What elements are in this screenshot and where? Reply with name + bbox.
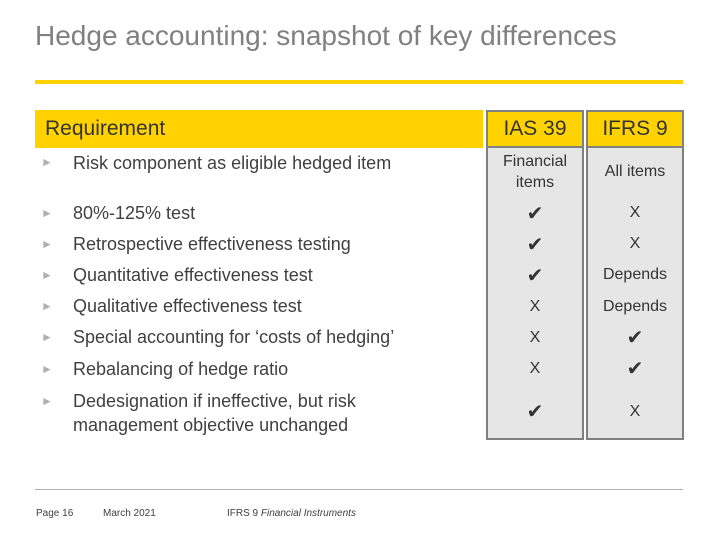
footer-document-title: [227, 508, 356, 519]
footer-doc-italic: Financial Instruments: [260, 508, 356, 519]
bullet-arrow-icon: ►: [41, 268, 53, 282]
requirement-label: 80%-125% test: [73, 203, 196, 223]
table-row: [35, 294, 684, 320]
ias39-value: X: [529, 329, 541, 346]
table-row: [35, 232, 684, 258]
requirement-label: Qualitative effectiveness test: [73, 296, 302, 316]
footer-date: March 2021: [103, 508, 156, 519]
header-ifrs9: IFRS 9: [586, 110, 684, 148]
title-underline: [35, 80, 683, 84]
ifrs9-value: X: [629, 235, 641, 252]
requirement-label: Rebalancing of hedge ratio: [73, 359, 289, 379]
bullet-arrow-icon: ►: [41, 206, 53, 220]
requirement-label: Dedesignation if ineffective, but risk management objective unchanged: [73, 391, 356, 435]
ias39-value: X: [529, 298, 541, 315]
bullet-arrow-icon: ►: [41, 299, 53, 313]
table-row: [35, 201, 684, 227]
header-requirement: Requirement: [35, 110, 483, 148]
ias39-value: ✔: [526, 401, 544, 423]
ias39-value: X: [529, 360, 541, 377]
ifrs9-value: X: [629, 403, 641, 420]
ias39-value: Financial items: [502, 153, 568, 191]
ifrs9-value: ✔: [626, 358, 644, 380]
bullet-arrow-icon: ►: [41, 362, 53, 376]
bullet-arrow-icon: ►: [41, 155, 53, 169]
ifrs9-value: X: [629, 204, 641, 221]
table-row: [35, 357, 684, 383]
footer-divider: [35, 489, 683, 490]
page-title: Hedge accounting: snapshot of key differences: [35, 20, 617, 51]
header-ias39: IAS 39: [486, 110, 584, 148]
requirement-label: Quantitative effectiveness test: [73, 265, 313, 285]
table-row: [35, 389, 684, 437]
table-row: [35, 263, 684, 289]
requirement-label: Risk component as eligible hedged item: [73, 153, 392, 173]
ias39-value: ✔: [526, 203, 544, 225]
table-row: [35, 150, 684, 196]
bullet-arrow-icon: ►: [41, 394, 53, 408]
ifrs9-value: Depends: [602, 266, 668, 283]
footer-doc-prefix: IFRS 9: [227, 508, 261, 519]
requirement-label: Retrospective effectiveness testing: [73, 234, 351, 254]
table-row: [35, 325, 684, 351]
ifrs9-value: All items: [604, 163, 666, 180]
ias39-value: ✔: [526, 234, 544, 256]
ias39-value: ✔: [526, 265, 544, 287]
bullet-arrow-icon: ►: [41, 237, 53, 251]
requirement-label: Special accounting for ‘costs of hedging’: [73, 327, 395, 347]
footer-page-number: Page 16: [36, 508, 74, 519]
ifrs9-value: ✔: [626, 327, 644, 349]
bullet-arrow-icon: ►: [41, 330, 53, 344]
ifrs9-value: Depends: [602, 298, 668, 315]
